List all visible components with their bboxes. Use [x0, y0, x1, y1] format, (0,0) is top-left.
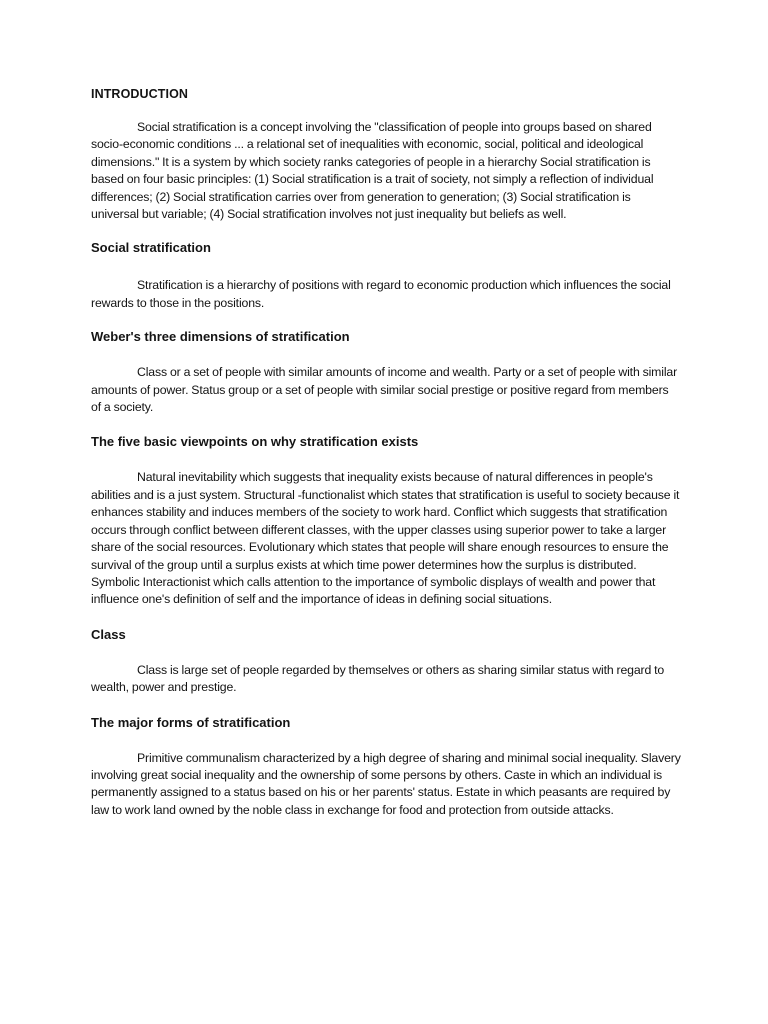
section-heading-class: Class — [91, 626, 126, 642]
section-body-major-forms: Primitive communalism characterized by a high degree of sharing and minimal social inequality. Slavery involving great social inequality and the ownership of some persons by others. Caste in which an individual is permanently assigned to a status based on his or her parents' status. Estate in which peasants are required by law to work land owned by the noble class in exchange for food and protection from outside attacks. — [91, 750, 681, 817]
document-page — [91, 86, 681, 819]
section-heading-major-forms: The major forms of stratification — [91, 714, 291, 730]
section-heading-social-stratification: Social stratification — [91, 240, 211, 256]
section-body-weber-dimensions: Class or a set of people with similar amounts of income and wealth. Party or a set of people with similar amounts of power. Status group or a set of people with similar social prestige or positive regard from members of a society. — [91, 365, 678, 415]
section-body-five-viewpoints: Natural inevitability which suggests that inequality exists because of natural differences in people's abilities and is a just system. Structural -functionalist which states that stratification is useful to society because it enhances stability and induces members of the society to work hard. Conflict which suggests that stratification occurs through conflict between different classes, with the upper classes using superior power to take a larger share of the social resources. Evolutionary which states that people will share enough resources to ensure the survival of the group until a surplus exists at which time power determines how the surplus is distributed. Symbolic Interactionist which calls attention to the importance of symbolic displays of wealth and power that influence one's definition of self and the importance of ideas in defining social situations. — [91, 470, 680, 607]
document-title: INTRODUCTION — [91, 87, 189, 101]
section-heading-five-viewpoints: The five basic viewpoints on why stratification exists — [91, 434, 419, 450]
section-heading-weber-dimensions: Weber's three dimensions of stratification — [91, 329, 350, 345]
intro-paragraph: Social stratification is a concept involving the "classification of people into groups based on shared socio-economic conditions ... a relational set of inequalities with economic, social, political and ideological dimensions." It is a system by which society ranks categories of people in a hierarchy Social stratification is based on four basic principles: (1) Social stratification is a trait of society, not simply a reflection of individual differences; (2) Social stratification carries over from generation to generation; (3) Social stratification is universal but variable; (4) Social stratification involves not just inequality but beliefs as well. — [91, 120, 654, 222]
section-body-social-stratification: Stratification is a hierarchy of positions with regard to economic production which influences the social rewards to those in the positions. — [91, 278, 671, 310]
section-body-class: Class is large set of people regarded by themselves or others as sharing similar status with regard to wealth, power and prestige. — [91, 662, 665, 695]
